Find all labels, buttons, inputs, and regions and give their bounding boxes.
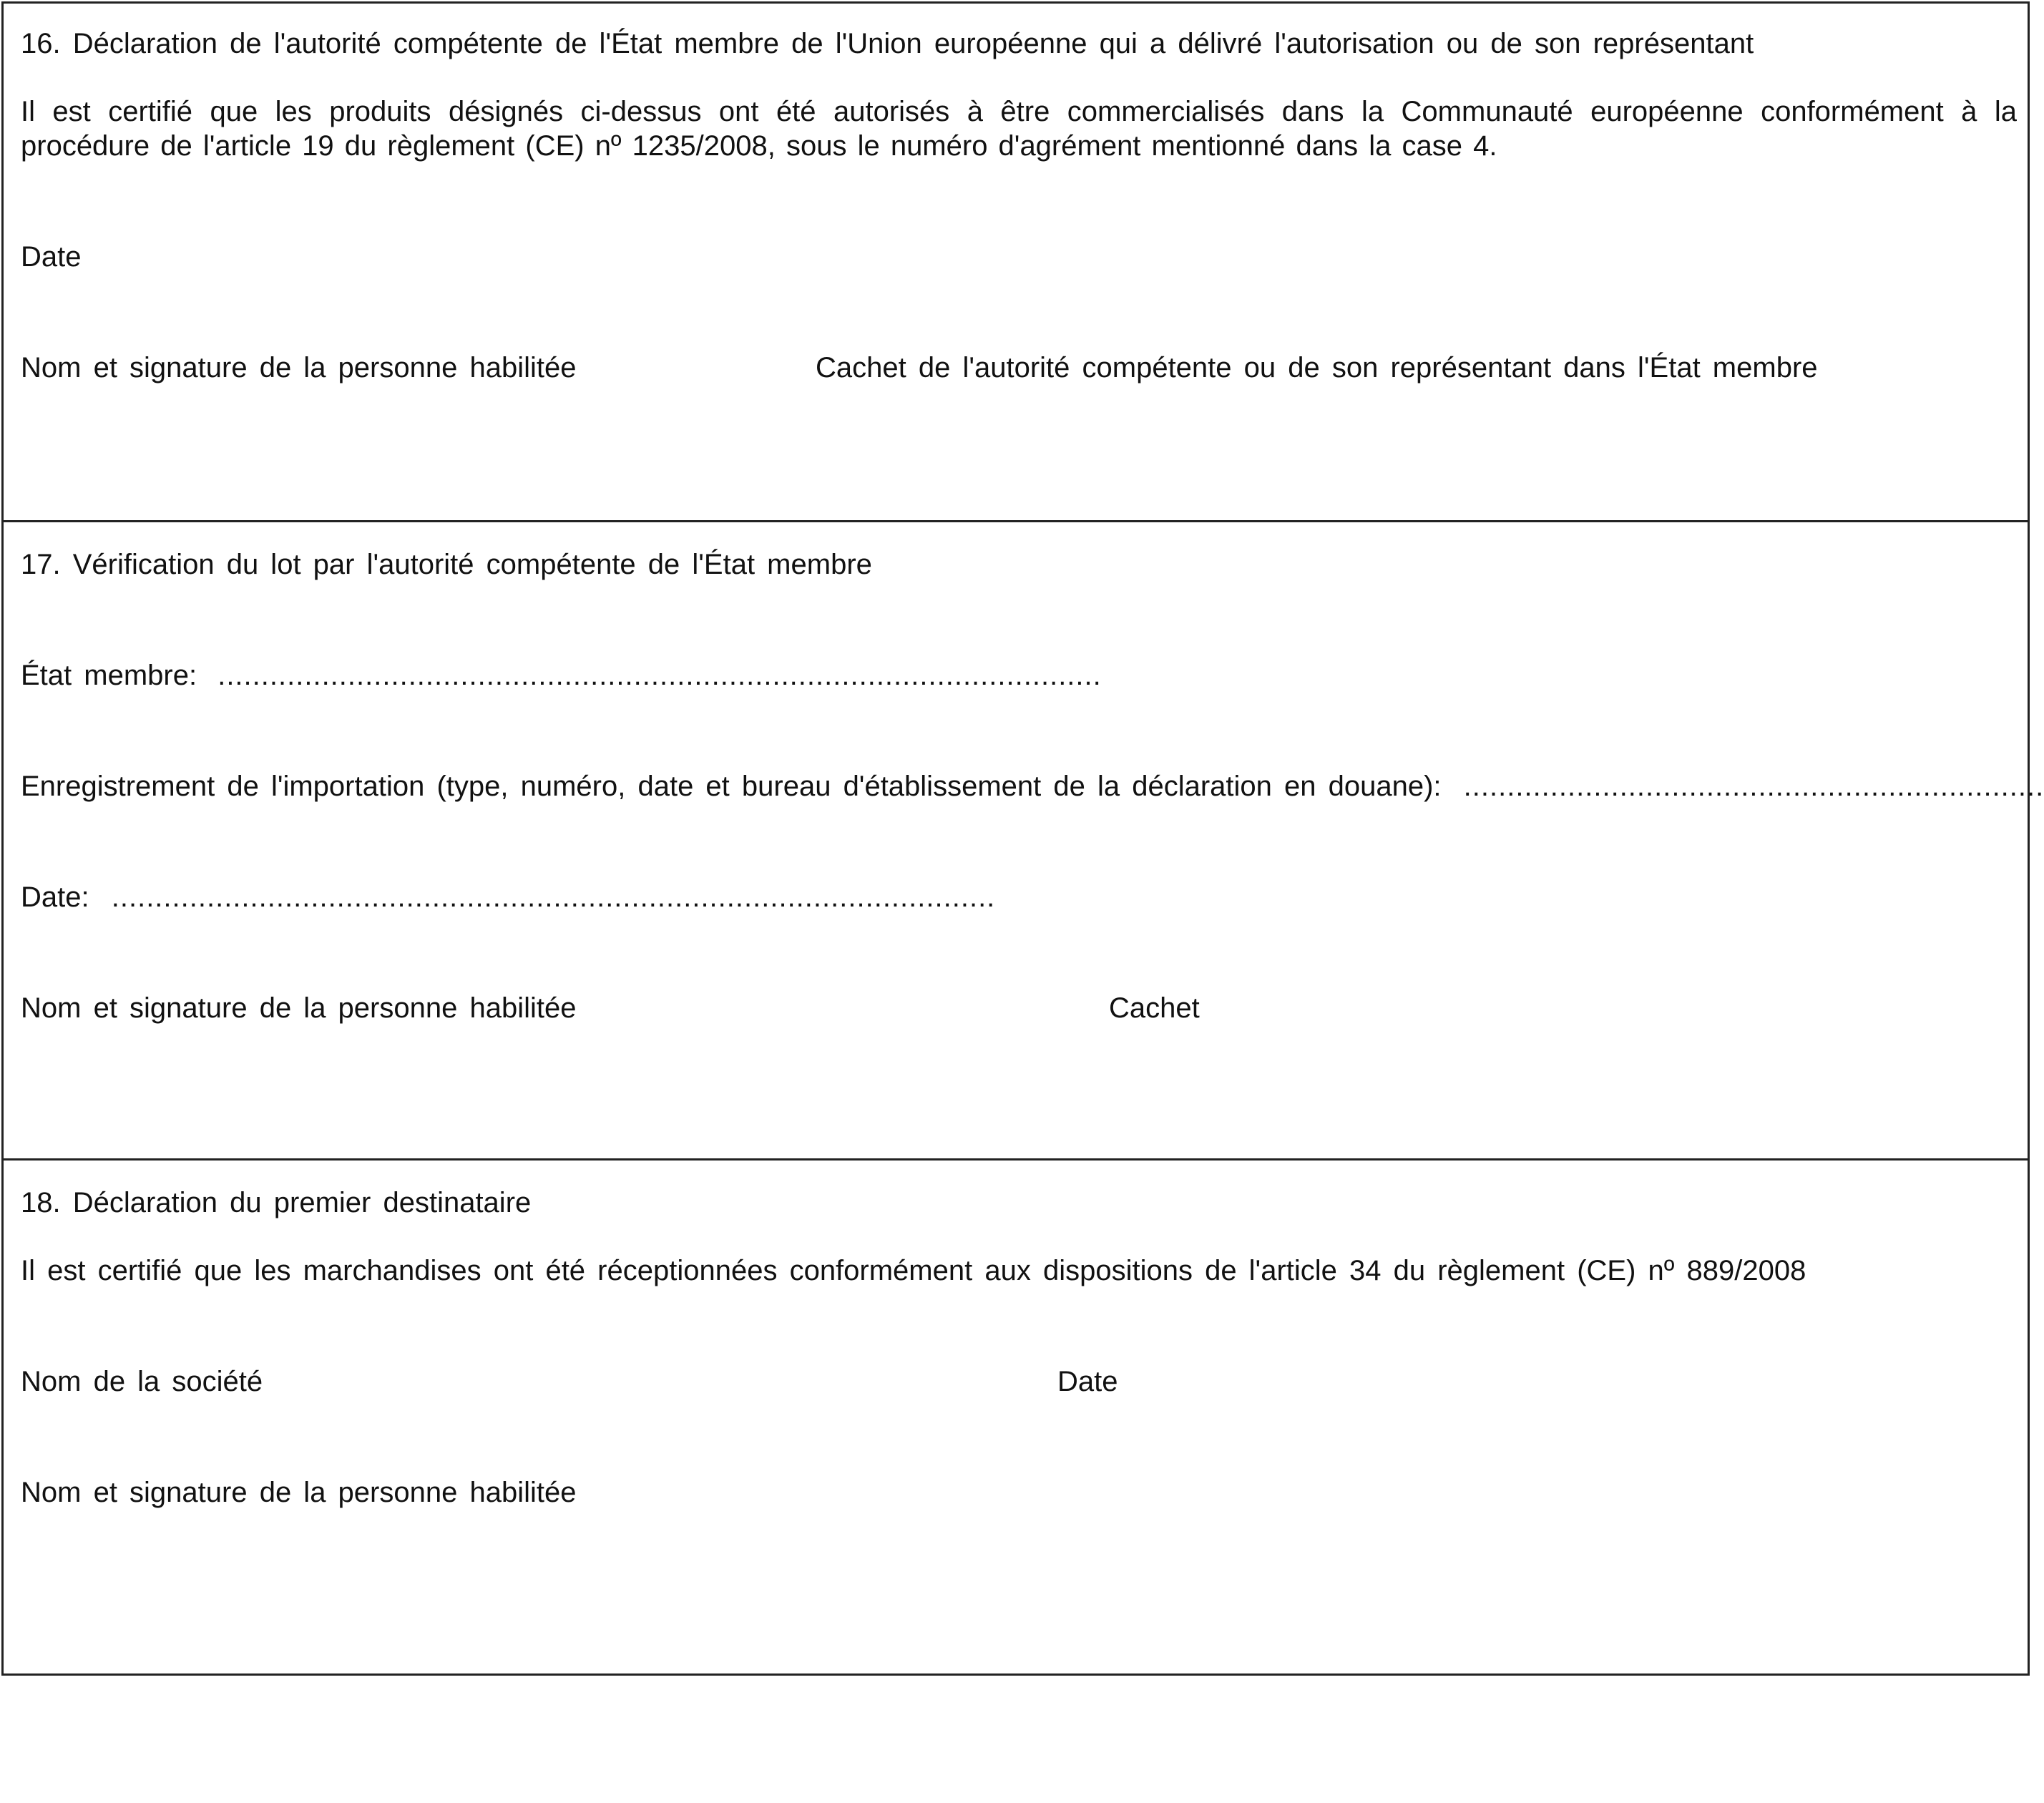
box-16-heading: 16. Déclaration de l'autorité compétente de l'État membre de l'Union européenne qui a délivré l'autorisation ou de son représentant [21, 28, 1754, 59]
certificate-form [1, 1, 2044, 1676]
box-17-lot-verification [4, 522, 2044, 1161]
box-16-stamp-label: Cachet de l'autorité compétente ou de son représentant dans l'État membre [816, 352, 1818, 383]
box-17-heading: 17. Vérification du lot par l'autorité compétente de l'État membre [21, 549, 872, 580]
box-17-import-field[interactable]: ................................................................... [1463, 771, 2044, 802]
box-17-import-row [21, 769, 2044, 803]
box-16-statement: Il est certifié que les produits désignés ci-dessus ont été autorisés à être commercialisés dans la Communauté européenne conformément à la procédure de l'article 19 du règlement (CE) nº 1235/2008, sous le numéro d'agrément mentionné dans la case 4. [21, 96, 2017, 162]
box-17-import-label: Enregistrement de l'importation (type, numéro, date et bureau d'établissement de la déclaration en douane): [21, 771, 1442, 802]
box-17-date-row [21, 880, 996, 914]
box-17-member-state-label: État membre: [21, 660, 197, 691]
box-18-date-label: Date [1057, 1366, 1118, 1397]
box-17-stamp-label: Cachet [1109, 992, 1200, 1024]
box-17-member-state-row [21, 658, 1102, 693]
box-16-signature-label: Nom et signature de la personne habilitée [21, 352, 577, 383]
box-17-date-field[interactable]: ...................................................................................................... [111, 881, 996, 913]
box-18-statement: Il est certifié que les marchandises ont été réceptionnées conformément aux dispositions de l'article 34 du règlement (CE) nº 889/2008 [21, 1255, 1806, 1286]
box-18-company-label: Nom de la société [21, 1366, 263, 1397]
box-17-date-label: Date: [21, 881, 89, 913]
box-18-consignee-declaration [4, 1161, 2028, 1673]
box-17-member-state-field[interactable]: ...................................................................................................... [217, 660, 1102, 691]
box-18-heading: 18. Déclaration du premier destinataire [21, 1187, 532, 1218]
box-16-date-label: Date [21, 241, 82, 273]
box-18-signature-label: Nom et signature de la personne habilitée [21, 1477, 577, 1508]
box-17-signature-label: Nom et signature de la personne habilitée [21, 992, 577, 1024]
box-16-authority-declaration [4, 4, 2028, 522]
